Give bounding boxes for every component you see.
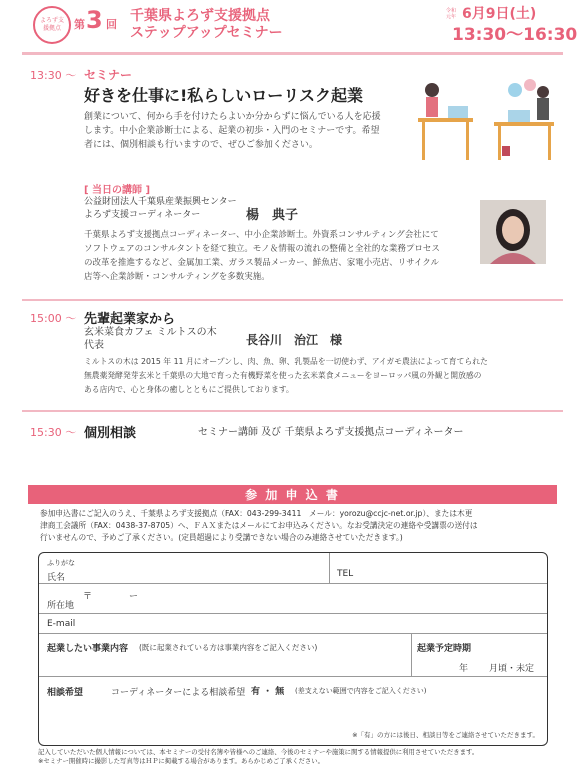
business-plan-divider: [411, 633, 412, 676]
lecturer-photo: [480, 200, 546, 264]
instruction-line: 行いませんので、予めご了承ください。(定員超過により受講できない場合のみ連絡させていただきます。): [40, 533, 403, 542]
instruction-line: 津商工会議所（FAX：0438-37-8705）へ、ＦＡＸまたはメールにてお申込みください。なお受講決定の連絡や受講票の送付は: [40, 521, 478, 530]
row-divider: [39, 633, 547, 634]
event-title-line2: ステップアップセミナー: [130, 25, 283, 41]
senior-desc-line: ミルトスの木は 2015 年 11 月にオープンし、肉、魚、卵、乳製品を一切使わず、アイガモ農法によって育てられた: [84, 357, 488, 366]
lecturer-name: 楊 典子: [246, 208, 299, 223]
consult-sub-note: (差支えない範囲で内容をご記入ください): [295, 687, 427, 695]
seminar-time: 13:30 〜: [30, 69, 77, 82]
privacy-notice: [38, 748, 578, 766]
tel-field[interactable]: [361, 555, 541, 581]
seminar-description: [84, 110, 404, 152]
lecturer-bio-line: ソフトウェアのコンサルタントを経て独立。モノ＆情報の流れの整備と全社的な業務プロセス: [84, 244, 440, 254]
event-date: 6月9日(土): [462, 6, 537, 22]
instruction-line: 参加申込書にご記入のうえ、千葉県よろず支援拠点（FAX：043-299-3411 メール：yorozu@ccjc-net.or.jp）、または木更: [40, 509, 473, 518]
lecturer-bio-line: の改革を推進するなど、金属加工業、ガラス製品メーカー、鮮魚店、家電小売店、リサイクル: [84, 258, 440, 268]
senior-desc-line: ある店内で、心と身体の癒しとともにご提供しております。: [84, 385, 294, 394]
senior-label: 先輩起業家から: [84, 312, 176, 327]
tel-label: TEL: [337, 569, 354, 579]
plan-label: 起業予定時期: [417, 644, 472, 654]
event-time: 13:30〜16:30: [452, 25, 578, 45]
row-divider: [39, 583, 547, 584]
application-title: 参 加 申 込 書: [245, 488, 340, 502]
session-number: 3: [86, 6, 103, 34]
lecturer-org-line: 公益財団法人千葉県産業振興センター: [84, 197, 237, 207]
application-header: [28, 485, 557, 504]
name-tel-divider: [329, 553, 330, 583]
senior-desc-line: 無農薬発酵発芽玄米と千葉県の大地で育った有機野菜を使った玄米菜食メニューをヨーロッパ風の外観と開放感の: [84, 371, 482, 380]
date-label: 令和元年: [446, 8, 457, 20]
header-divider: [22, 52, 563, 55]
session-prefix: 第: [74, 18, 85, 31]
row-divider: [39, 676, 547, 677]
privacy-line: ※セミナー開催時に撮影した写真等はＨＰに掲載する場合があります。あらかじめご了承ください。: [38, 757, 325, 765]
section-divider: [22, 299, 563, 301]
seminar-title: 好きを仕事に!私らしいローリスク起業: [84, 86, 363, 105]
consult-request-label: 相談希望: [47, 688, 84, 698]
plan-month[interactable]: 月頃・未定: [489, 664, 535, 674]
business-label: 起業したい事業内容: [47, 644, 129, 654]
plan-year: 年: [459, 664, 469, 674]
senior-time: 15:00 〜: [30, 312, 77, 325]
header: [0, 0, 585, 52]
lecturer-bio: [84, 228, 474, 284]
senior-name: 長谷川 治江 様: [246, 333, 343, 347]
office-illustration: [410, 70, 560, 165]
email-field[interactable]: [91, 615, 541, 631]
name-label: 氏名: [47, 573, 66, 583]
seminar-label: セミナー: [84, 68, 133, 82]
address-field[interactable]: [81, 585, 541, 611]
senior-description: [84, 355, 564, 397]
senior-org-line: 玄米菜食カフェ ミルトスの木: [84, 327, 217, 338]
lecturer-org: [84, 196, 237, 222]
privacy-line: 記入していただいた個人情報については、本セミナーの受付名簿や皆様へのご連絡、今後のセミナーや施策に関する情報提供に利用させていただきます。: [38, 748, 479, 756]
name-field[interactable]: [81, 555, 327, 581]
postal-mark: 〒: [83, 592, 93, 602]
senior-org-line: 代表: [84, 340, 104, 351]
application-instructions: [40, 508, 560, 544]
event-title-line1: 千葉県よろず支援拠点: [130, 8, 270, 24]
seminar-desc-line: 者には、個別相談も行いますので、ぜひご参加ください。: [84, 140, 318, 150]
lecturer-bio-line: 店等へ企業診断・コンサルティングを多数実施。: [84, 272, 270, 282]
logo-badge: [33, 6, 71, 44]
seminar-desc-line: 創業について、何から手を付けたらよいか分からずに悩んでいる人を応援: [84, 112, 381, 122]
session-suffix: 回: [106, 18, 117, 31]
postal-dash: ー: [129, 592, 139, 602]
lecturer-bio-line: 千葉県よろず支援拠点コーディネーター、中小企業診断士。外資系コンサルティング会社にて: [84, 230, 439, 240]
address-label: 所在地: [47, 601, 75, 611]
consult-choice[interactable]: 有 ・ 無: [251, 687, 285, 697]
logo-text: よろず支援拠点: [39, 17, 64, 32]
consult-time: 15:30 〜: [30, 426, 77, 439]
email-label: E-mail: [47, 619, 76, 629]
consult-request-note: コーディネーターによる相談希望: [111, 688, 246, 698]
consult-label: 個別相談: [84, 426, 137, 441]
form-footnote: ※「有」の方には後日、相談日等をご連絡させていただきます。: [352, 731, 539, 739]
section-divider: [22, 410, 563, 412]
furigana-label: ふりがな: [47, 559, 75, 567]
senior-org: [84, 326, 217, 352]
business-note: (既に起業されている方は事業内容をご記入ください): [139, 643, 318, 652]
lecturer-heading: [ 当日の講師 ]: [84, 185, 151, 196]
seminar-desc-line: します。中小企業診断士による、起業の初歩・入門のセミナーです。希望: [84, 126, 380, 136]
consult-field[interactable]: [47, 699, 537, 725]
row-divider: [39, 613, 547, 614]
application-form: [38, 552, 548, 746]
lecturer-org-line: よろず支援コーディネーター: [84, 210, 201, 220]
consult-description: セミナー講師 及び 千葉県よろず支援拠点コーディネーター: [198, 427, 464, 438]
business-field[interactable]: [47, 653, 407, 673]
